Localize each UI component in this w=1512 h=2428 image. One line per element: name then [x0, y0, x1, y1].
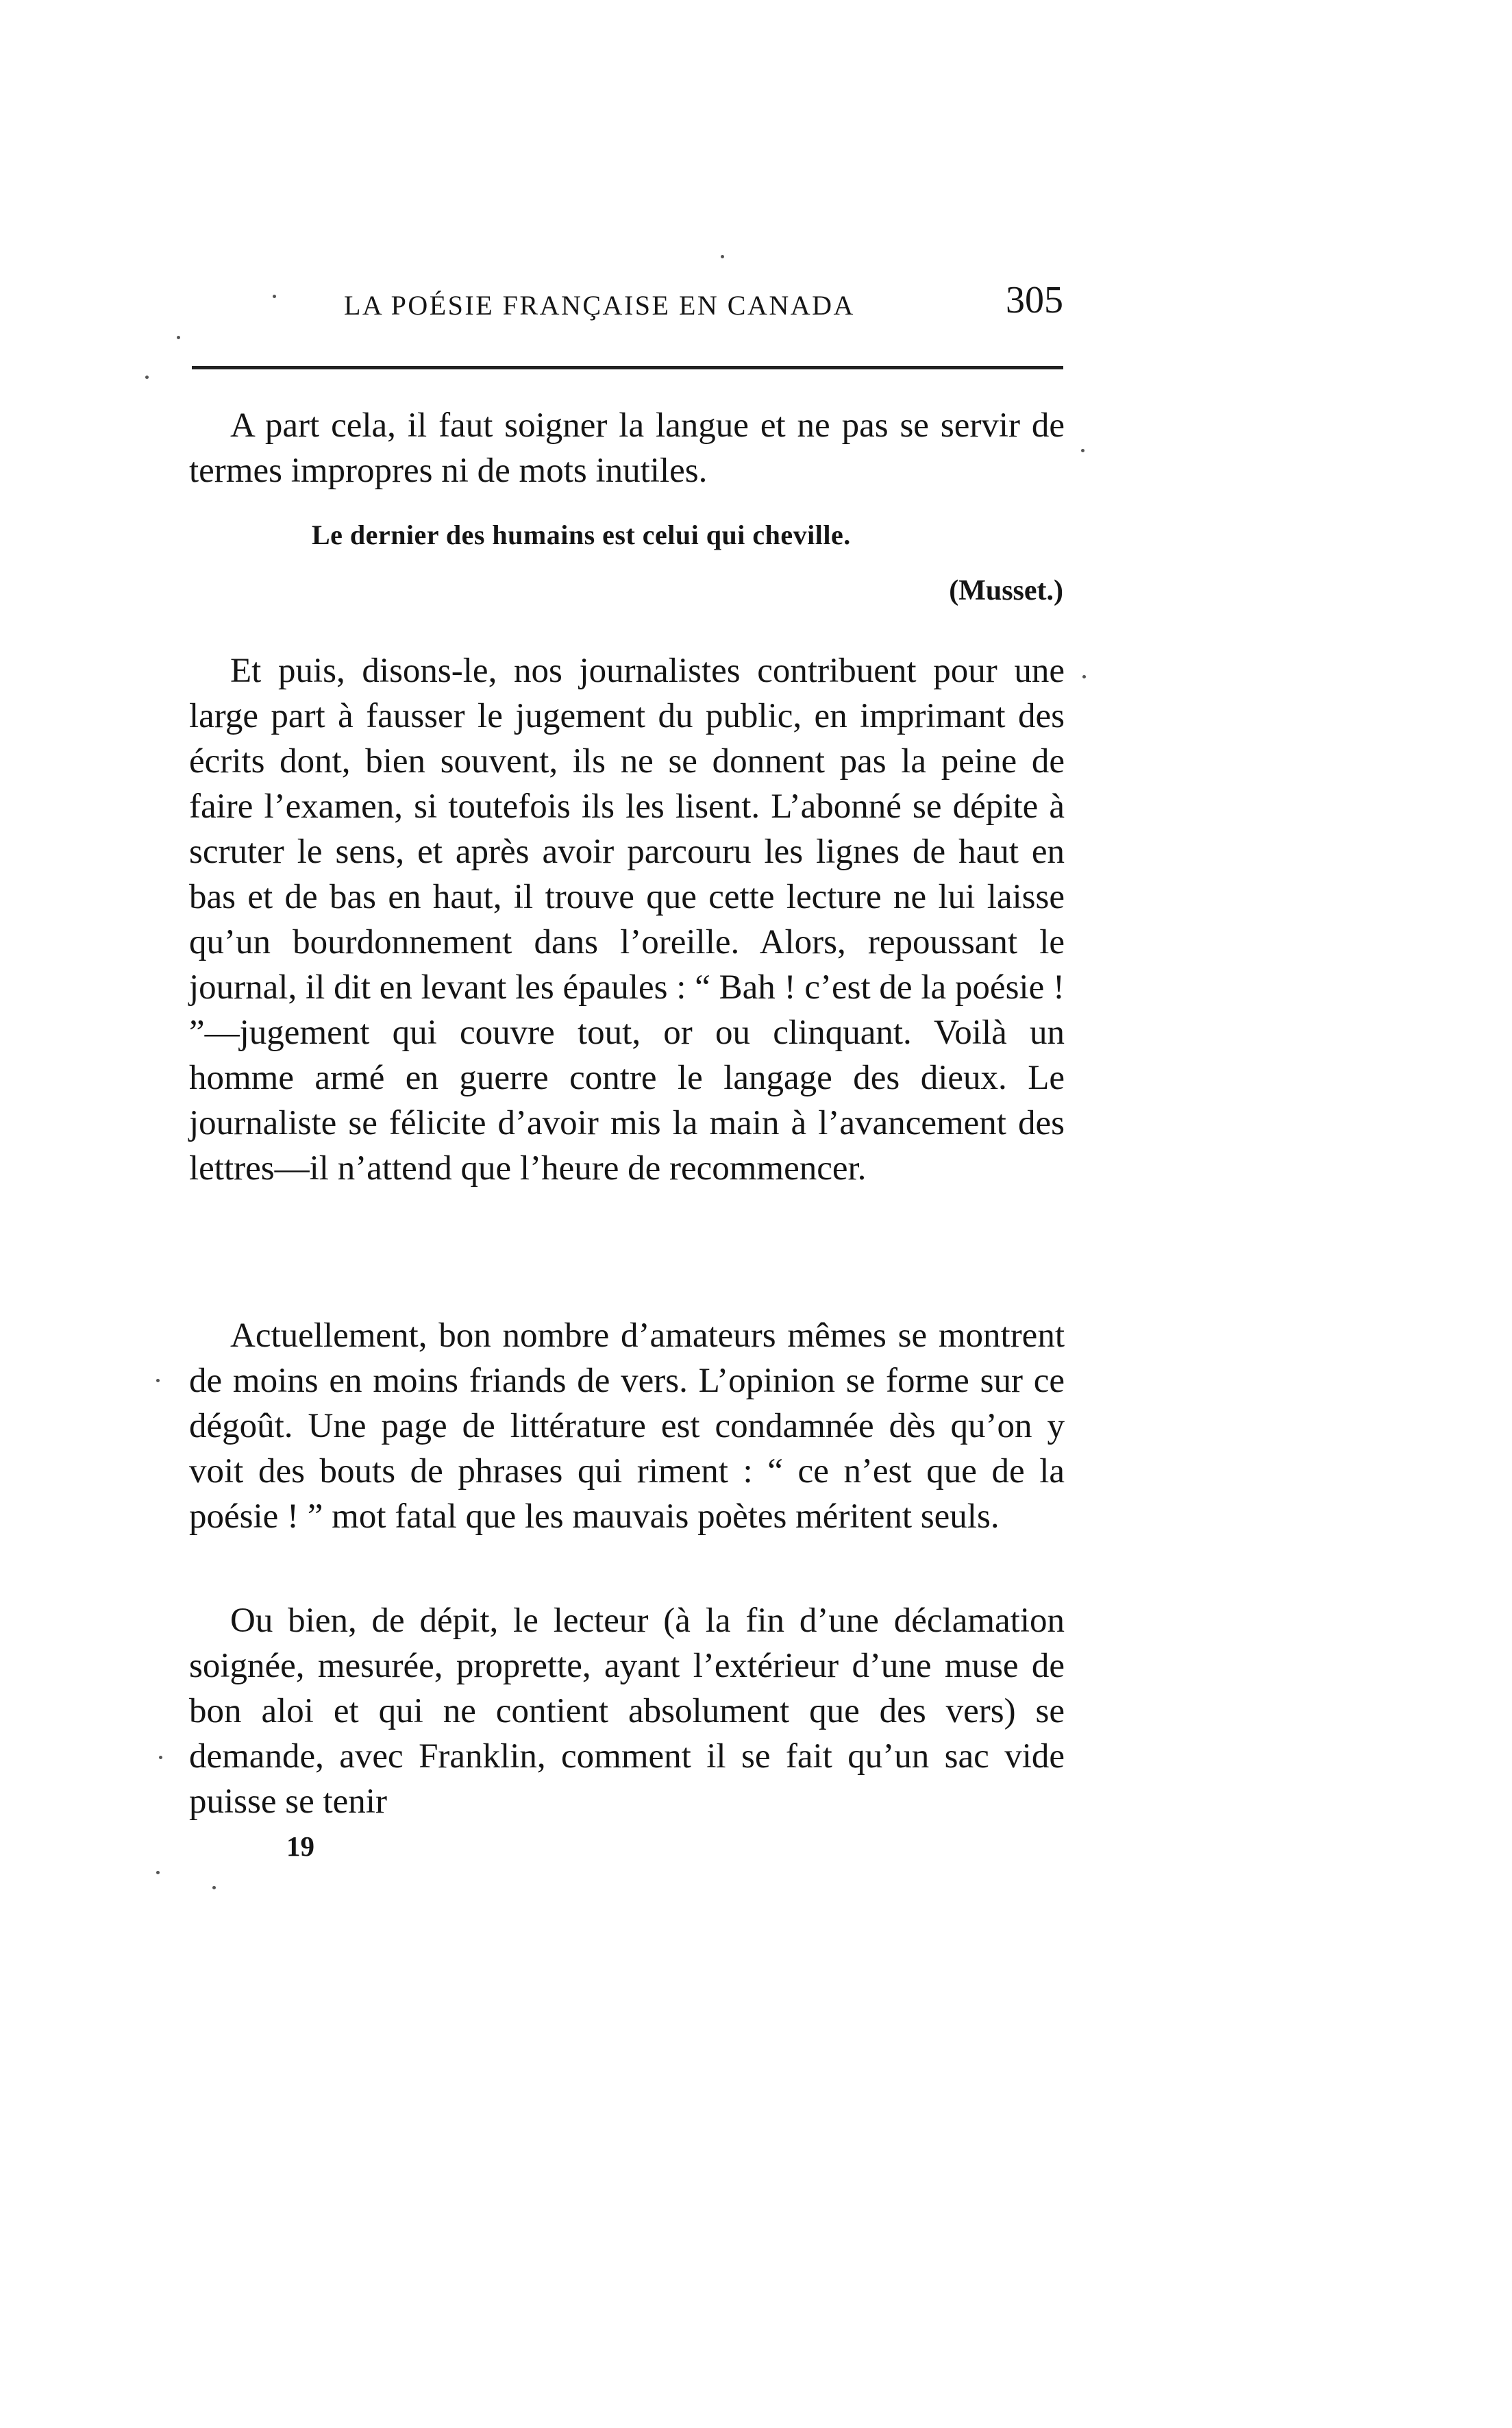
running-title: LA POÉSIE FRANÇAISE EN CANADA [344, 290, 855, 321]
paragraph-3-block [189, 1313, 1065, 1539]
page-header [192, 275, 1063, 330]
paragraph: Actuellement, bon nombre d’amateurs mêmes se montrent de moins en moins friands de vers. L’opinion se forme sur ce dégoût. Une page de littérature est condamnée dès qu’on y voit des bouts de phrases qui riment : “ ce n’est que de la poésie ! ” mot fatal que les mauvais poètes méritent seuls. [189, 1316, 1065, 1536]
quote-attribution: (Musset.) [949, 575, 1063, 606]
page-number: 305 [1006, 279, 1063, 321]
paragraph-1-block [189, 403, 1065, 493]
scan-speck [721, 255, 724, 258]
header-rule [192, 366, 1063, 369]
scan-speck [273, 295, 276, 298]
scan-speck [212, 1886, 216, 1889]
signature-mark: 19 [286, 1830, 314, 1862]
paragraph: A part cela, il faut soigner la langue et ne pas se servir de termes impropres ni de mots inutiles. [189, 406, 1065, 490]
paragraph-2-block [189, 648, 1065, 1191]
paragraph: Ou bien, de dépit, le lecteur (à la fin d’une déclamation soignée, mesurée, proprette, ayant l’extérieur d’une muse de bon aloi et qui ne contient absolument que des vers) se demande, avec Franklin, comment il se fait qu’un sac vide puisse se tenir [189, 1602, 1065, 1821]
scan-speck [1082, 675, 1086, 678]
verse-quote: Le dernier des humains est celui qui cheville. [312, 519, 851, 550]
scan-speck [145, 376, 149, 379]
scan-speck [1081, 449, 1085, 452]
scan-speck [156, 1871, 160, 1874]
scan-speck [156, 1379, 160, 1382]
scan-speck [177, 336, 180, 339]
paragraph-4-block [189, 1598, 1065, 1824]
paragraph: Et puis, disons-le, nos journalistes contribuent pour une large part à fausser le jugement du public, en imprimant des écrits dont, bien souvent, ils ne se donnent pas la peine de faire l’examen, si toutefois ils les lisent. L’abonné se dépite à scruter le sens, et après avoir parcouru les lignes de haut en bas et de bas en haut, il trouve que cette lecture ne lui laisse qu’un bourdonnement dans l’oreille. Alors, repoussant le journal, il dit en levant les épaules : “ Bah ! c’est de la poésie ! ”—jugement qui couvre tout, or ou clinquant. Voilà un homme armé en guerre contre le langage des dieux. Le journaliste se félicite d’avoir mis la main à l’avancement des lettres—il n’attend que l’heure de recommencer. [189, 652, 1065, 1188]
scan-speck [159, 1756, 162, 1759]
